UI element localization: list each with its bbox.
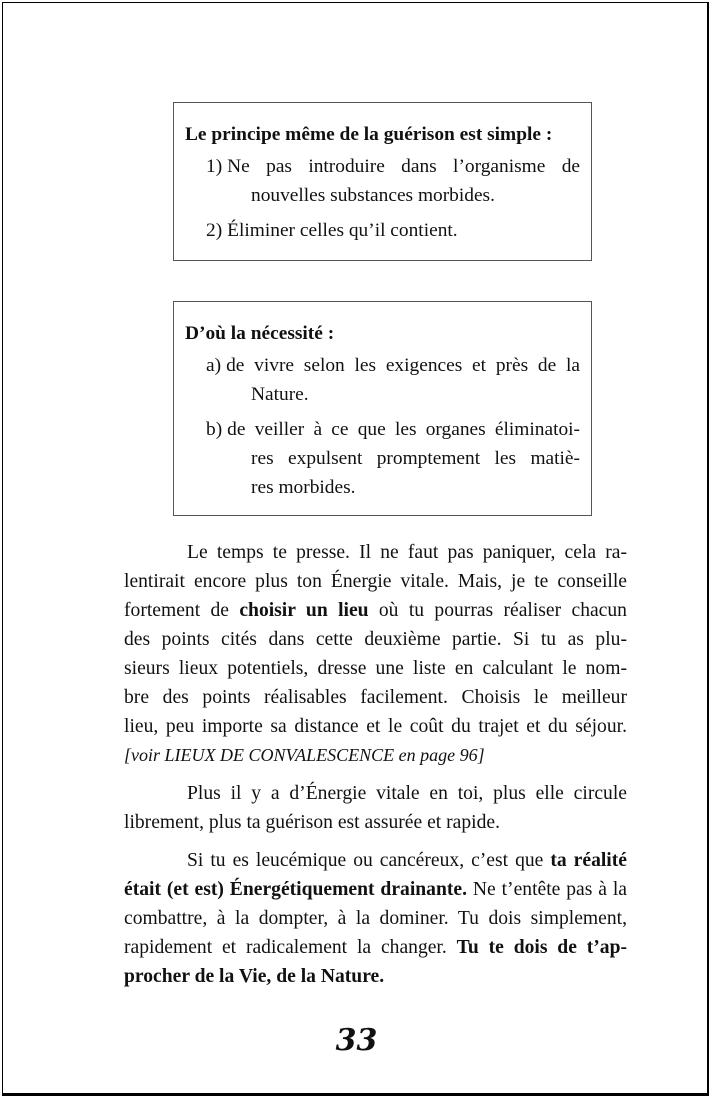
list-item-continuation <box>206 181 580 210</box>
text-line: librement, plus ta guérison est assurée et rapide. <box>124 812 500 833</box>
list-item <box>206 216 580 245</box>
paragraph-3 <box>124 846 627 991</box>
list-item <box>206 351 580 380</box>
emphasis: ta réalité <box>550 850 627 871</box>
list-item-continuation <box>206 444 580 473</box>
list-item-text: de veiller à ce que les organes éliminatoi- <box>227 419 580 440</box>
list-item-text: de vivre selon les exigences et près de la <box>226 355 580 376</box>
text-line: des points cités dans cette deuxième partie. Si tu as plu- <box>124 629 627 650</box>
text-line: était (et est) Énergétiquement drainante. Ne t’entête pas à la <box>124 879 627 900</box>
text-line: fortement de choisir un lieu où tu pourras réaliser chacun <box>124 600 627 621</box>
text-line: lentirait encore plus ton Énergie vitale. Mais, je te conseille <box>124 571 627 592</box>
list-marker: b) <box>206 419 223 440</box>
list-item-text: Nature. <box>251 384 309 405</box>
text-line: Si tu es leucémique ou cancéreux, c’est que ta réalité <box>187 850 627 871</box>
list-item-continuation <box>206 473 580 502</box>
necessity-heading: D’où la nécessité : <box>185 323 335 344</box>
principle-heading: Le principe même de la guérison est simple : <box>185 124 553 145</box>
list-item-text: res expulsent promptement les matiè- <box>251 448 580 469</box>
emphasis: choisir un lieu <box>239 600 369 621</box>
text-line: rapidement et radicalement la changer. Tu te dois de t’ap- <box>124 937 628 958</box>
list-marker: a) <box>206 355 222 376</box>
page-number: 33 <box>335 1023 378 1058</box>
list-item-text: Éliminer celles qu’il contient. <box>227 220 458 241</box>
text-line: procher de la Vie, de la Nature. <box>124 966 385 987</box>
list-item <box>206 152 580 181</box>
text-line: combattre, à la dompter, à la dominer. Tu dois simplement, <box>124 908 627 929</box>
body-text <box>124 538 627 1000</box>
list-item <box>206 415 580 444</box>
cross-reference: [voir LIEUX DE CONVALESCENCE en page 96] <box>124 745 485 765</box>
paragraph-1 <box>124 538 627 770</box>
necessity-box <box>173 301 592 516</box>
principle-box <box>173 102 592 261</box>
emphasis: était (et est) Énergétiquement drainante. <box>124 879 467 900</box>
text-line: lieu, peu importe sa distance et le coût du trajet et du séjour. <box>124 716 627 737</box>
emphasis: Tu te dois de t’ap- <box>456 937 628 958</box>
book-page <box>2 2 709 1096</box>
list-item-text: Ne pas introduire dans l’organisme de <box>227 156 580 177</box>
list-item-text: res morbides. <box>251 477 356 498</box>
text-line: Plus il y a d’Énergie vitale en toi, plus elle circule <box>187 783 627 804</box>
list-marker: 2) <box>206 220 223 241</box>
text-line: bre des points réalisables facilement. Choisis le meilleur <box>124 687 627 708</box>
list-item-continuation <box>206 380 580 409</box>
text-line: Le temps te presse. Il ne faut pas paniquer, cela ra- <box>187 542 627 563</box>
list-marker: 1) <box>206 156 223 177</box>
paragraph-2 <box>124 779 627 837</box>
list-item-text: nouvelles substances morbides. <box>251 185 495 206</box>
text-line: sieurs lieux potentiels, dresse une liste en calculant le nom- <box>124 658 627 679</box>
